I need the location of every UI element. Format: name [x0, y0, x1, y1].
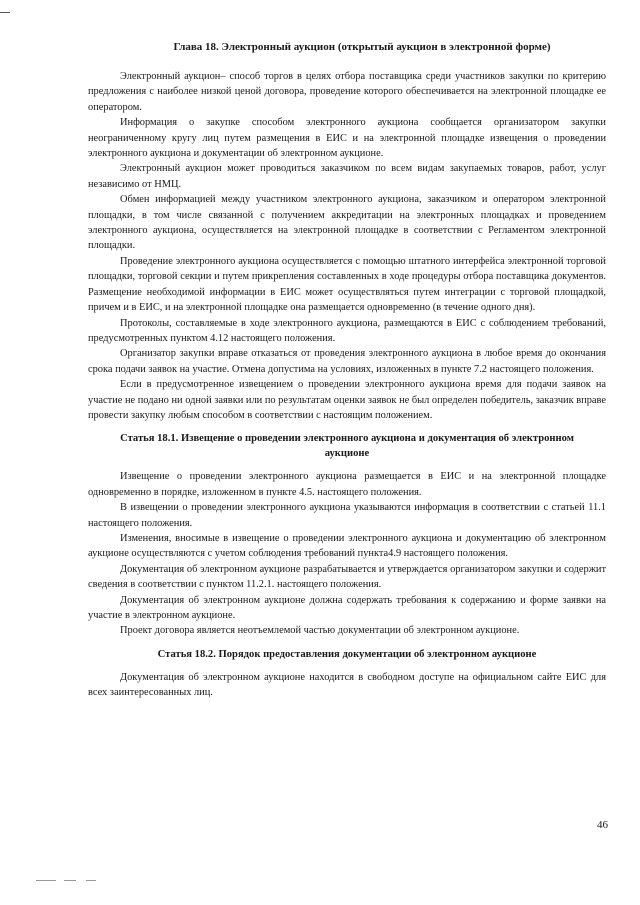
- paragraph: Документация об электронном аукционе находится в свободном доступе на официальном сайте ЕИС для всех заинтересованных лиц.: [88, 671, 606, 699]
- chapter-title: Глава 18. Электронный аукцион (открытый аукцион в электронной форме): [173, 41, 551, 53]
- paragraph: Проект договора является неотъемлемой частью документации об электронном аукционе.: [120, 625, 520, 637]
- document-body: [88, 40, 606, 701]
- paragraph: Если в предусмотренное извещением о проведении электронного аукциона время для подачи заявок на участие не подано ни одной заявки или по результатам оценки заявок не был определен победитель, заказчик вправе провести закупку любым способом в соответствии с настоящим положением.: [88, 379, 606, 421]
- paragraph: Проведение электронного аукциона осуществляется с помощью штатного интерфейса электронной торговой площадки, торговой секции и путем прикрепления составленных в ходе процедуры отбора поставщика документов. Размещение необходимой информации в ЕИС может осуществляться путем интеграции с торговой площадкой, причем и в ЕИС, и на электронной площадке она размещается одновременно (в течение одного дня).: [88, 255, 606, 314]
- scan-artifact-mark: [36, 880, 96, 881]
- paragraph: Организатор закупки вправе отказаться от проведения электронного аукциона в любое время до окончания срока подачи заявок на участие. Отмена допустима на условиях, изложенных в пункте 7.2 настоящего положения.: [88, 348, 606, 375]
- paragraph: Обмен информацией между участником электронного аукциона, заказчиком и оператором электронной площадки, в том числе связанной с получением аккредитации на электронных площадках и проведением электронного аукциона, осуществляется на электронной площадке в соответствии с Регламентом электронной площадки.: [88, 194, 606, 252]
- article-title-18-1: Статья 18.1. Извещение о проведении электронного аукциона и документация об электронном аукционе: [120, 433, 574, 460]
- paragraph: В извещении о проведении электронного аукциона указываются информация в соответствии с статьей 11.1 настоящего положения.: [88, 502, 606, 529]
- paragraph: Документация об электронном аукционе разрабатывается и утверждается организатором закупки и содержит сведения в соответствии с пунктом 11.2.1. настоящего положения.: [88, 563, 606, 591]
- scan-edge-mark: [0, 12, 10, 13]
- page-number: 46: [597, 819, 608, 831]
- paragraph: Электронный аукцион– способ торгов в целях отбора поставщика среди участников закупки по критерию предложения с наиболее низкой ценой договора, проведение которого обеспечивается на электронной площадке ее оператором.: [88, 71, 606, 113]
- article-title-18-2: Статья 18.2. Порядок предоставления документации об электронном аукционе: [157, 648, 537, 660]
- paragraph: Извещение о проведении электронного аукциона размещается в ЕИС и на электронной площадке одновременно в порядке, изложенном в пункте 4.5. настоящего положения.: [88, 471, 606, 498]
- paragraph: Документация об электронном аукционе должна содержать требования к содержанию и форме заявки на участие в электронном аукционе.: [88, 594, 606, 621]
- paragraph: Электронный аукцион может проводиться заказчиком по всем видам закупаемых товаров, работ, услуг независимо от НМЦ.: [88, 163, 606, 190]
- paragraph: Информация о закупке способом электронного аукциона сообщается организатором закупки неограниченному кругу лиц путем размещения в ЕИС и на электронной площадке извещения о проведении электронного аукциона и документации об электронном аукционе.: [88, 117, 606, 160]
- paragraph: Протоколы, составляемые в ходе электронного аукциона, размещаются в ЕИС с соблюдением требований, предусмотренных пунктом 4.12 настоящего положения.: [88, 317, 606, 344]
- paragraph: Изменения, вносимые в извещение о проведении электронного аукциона и документацию об электронном аукционе осуществляются с учетом соблюдения требований пункта4.9 настоящего положения.: [88, 532, 606, 560]
